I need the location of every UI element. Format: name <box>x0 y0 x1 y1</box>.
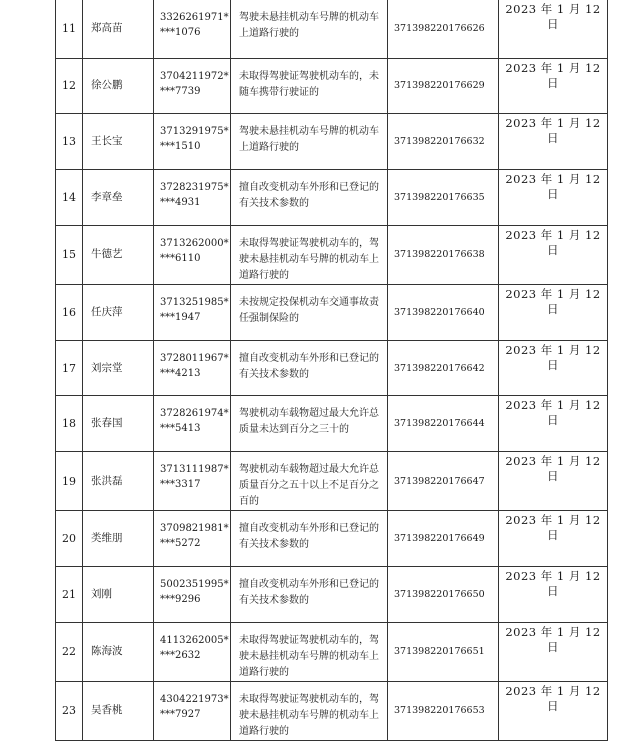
document-number: 371398220176629 <box>388 58 499 114</box>
violation-reason: 未取得驾驶证驾驶机动车的，驾驶未悬挂机动车号牌的机动车上道路行驶的 <box>231 225 388 284</box>
row-number: 13 <box>56 114 83 170</box>
document-number: 371398220176626 <box>388 0 499 58</box>
document-number: 371398220176638 <box>388 225 499 284</box>
violation-reason: 擅自改变机动车外形和已登记的有关技术参数的 <box>231 340 388 396</box>
person-name: 牛德艺 <box>83 225 154 284</box>
id-number-suffix: ***4213 <box>160 367 201 379</box>
id-number-prefix: 3728261974* <box>160 408 229 420</box>
person-name: 吴香桃 <box>83 681 154 740</box>
table-row <box>56 0 608 58</box>
document-number: 371398220176649 <box>388 511 499 567</box>
document-number: 371398220176651 <box>388 622 499 681</box>
row-number: 20 <box>56 511 83 567</box>
violation-reason: 驾驶未悬挂机动车号牌的机动车上道路行驶的 <box>231 0 388 58</box>
id-number-suffix: ***3317 <box>160 479 201 491</box>
table-row <box>56 284 608 340</box>
violation-reason: 擅自改变机动车外形和已登记的有关技术参数的 <box>231 170 388 226</box>
document-number: 371398220176653 <box>388 681 499 740</box>
id-number-prefix: 3713262000* <box>160 237 229 249</box>
decision-date: 2023 年 1 月 12 日 <box>499 170 608 226</box>
violation-reason: 未取得驾驶证驾驶机动车的，未随车携带行驶证的 <box>231 58 388 114</box>
violation-reason: 未取得驾驶证驾驶机动车的，驾驶未悬挂机动车号牌的机动车上道路行驶的 <box>231 681 388 740</box>
table-row <box>56 511 608 567</box>
violation-reason: 未按规定投保机动车交通事故责任强制保险的 <box>231 284 388 340</box>
document-number: 371398220176640 <box>388 284 499 340</box>
row-number: 19 <box>56 452 83 511</box>
id-number-suffix: ***5272 <box>160 538 201 550</box>
violation-reason: 驾驶机动车载物超过最大允许总质量百分之五十以上不足百分之百的 <box>231 452 388 511</box>
id-number-suffix: ***2632 <box>160 649 201 661</box>
id-number <box>154 0 231 58</box>
person-name: 徐公鹏 <box>83 58 154 114</box>
id-number-suffix: ***4931 <box>160 197 201 209</box>
document-number: 371398220176642 <box>388 340 499 396</box>
decision-date: 2023 年 1 月 12 日 <box>499 114 608 170</box>
person-name: 刘宗堂 <box>83 340 154 396</box>
row-number: 16 <box>56 284 83 340</box>
table-body <box>56 0 608 740</box>
violation-reason: 驾驶机动车载物超过最大允许总质量未达到百分之三十的 <box>231 396 388 452</box>
table-row <box>56 452 608 511</box>
id-number <box>154 622 231 681</box>
decision-date: 2023 年 1 月 12 日 <box>499 225 608 284</box>
person-name: 王长宝 <box>83 114 154 170</box>
id-number-prefix: 3728011967* <box>160 352 229 364</box>
row-number: 22 <box>56 622 83 681</box>
person-name: 类维朋 <box>83 511 154 567</box>
id-number <box>154 681 231 740</box>
violation-reason: 擅自改变机动车外形和已登记的有关技术参数的 <box>231 511 388 567</box>
table-row <box>56 340 608 396</box>
person-name: 陈海波 <box>83 622 154 681</box>
id-number <box>154 170 231 226</box>
violation-reason: 驾驶未悬挂机动车号牌的机动车上道路行驶的 <box>231 114 388 170</box>
id-number <box>154 225 231 284</box>
document-number: 371398220176647 <box>388 452 499 511</box>
table-row <box>56 567 608 623</box>
person-name: 任庆萍 <box>83 284 154 340</box>
id-number <box>154 114 231 170</box>
row-number: 21 <box>56 567 83 623</box>
penalty-record-table <box>55 0 608 741</box>
id-number-suffix: ***1076 <box>160 27 201 38</box>
person-name: 张春国 <box>83 396 154 452</box>
person-name: 李章垒 <box>83 170 154 226</box>
decision-date: 2023 年 1 月 12 日 <box>499 452 608 511</box>
id-number <box>154 340 231 396</box>
row-number: 11 <box>56 0 83 58</box>
decision-date: 2023 年 1 月 12 日 <box>499 511 608 567</box>
id-number-prefix: 3704211972* <box>160 70 229 82</box>
id-number <box>154 567 231 623</box>
decision-date: 2023 年 1 月 12 日 <box>499 0 608 58</box>
id-number-suffix: ***6110 <box>160 252 201 264</box>
id-number-prefix: 3709821981* <box>160 523 229 535</box>
id-number <box>154 452 231 511</box>
decision-date: 2023 年 1 月 12 日 <box>499 567 608 623</box>
table-row <box>56 396 608 452</box>
decision-date: 2023 年 1 月 12 日 <box>499 340 608 396</box>
id-number-prefix: 3713251985* <box>160 296 229 308</box>
row-number: 12 <box>56 58 83 114</box>
row-number: 23 <box>56 681 83 740</box>
table-row <box>56 114 608 170</box>
document-number: 371398220176632 <box>388 114 499 170</box>
id-number-suffix: ***7927 <box>160 708 201 720</box>
id-number-suffix: ***7739 <box>160 85 201 97</box>
decision-date: 2023 年 1 月 12 日 <box>499 396 608 452</box>
decision-date: 2023 年 1 月 12 日 <box>499 622 608 681</box>
row-number: 14 <box>56 170 83 226</box>
violation-reason: 未取得驾驶证驾驶机动车的，驾驶未悬挂机动车号牌的机动车上道路行驶的 <box>231 622 388 681</box>
row-number: 15 <box>56 225 83 284</box>
id-number <box>154 58 231 114</box>
person-name: 张洪磊 <box>83 452 154 511</box>
id-number-prefix: 5002351995* <box>160 579 229 591</box>
document-number: 371398220176650 <box>388 567 499 623</box>
table-row <box>56 225 608 284</box>
id-number-prefix: 4113262005* <box>160 634 229 646</box>
violation-reason: 擅自改变机动车外形和已登记的有关技术参数的 <box>231 567 388 623</box>
id-number-suffix: ***5413 <box>160 423 201 435</box>
document-number: 371398220176635 <box>388 170 499 226</box>
id-number-prefix: 4304221973* <box>160 693 229 705</box>
id-number <box>154 396 231 452</box>
row-number: 18 <box>56 396 83 452</box>
id-number-suffix: ***9296 <box>160 594 201 606</box>
id-number-prefix: 3326261971* <box>160 12 229 23</box>
table-row <box>56 681 608 740</box>
id-number-suffix: ***1947 <box>160 311 201 323</box>
decision-date: 2023 年 1 月 12 日 <box>499 681 608 740</box>
table-row <box>56 170 608 226</box>
decision-date: 2023 年 1 月 12 日 <box>499 58 608 114</box>
id-number <box>154 284 231 340</box>
document-number: 371398220176644 <box>388 396 499 452</box>
row-number: 17 <box>56 340 83 396</box>
id-number-prefix: 3713291975* <box>160 126 229 138</box>
id-number-prefix: 3728231975* <box>160 182 229 194</box>
id-number-suffix: ***1510 <box>160 141 201 153</box>
person-name: 刘刚 <box>83 567 154 623</box>
table-row <box>56 58 608 114</box>
id-number-prefix: 3713111987* <box>160 464 229 476</box>
id-number <box>154 511 231 567</box>
person-name: 郑高苗 <box>83 0 154 58</box>
table-row <box>56 622 608 681</box>
decision-date: 2023 年 1 月 12 日 <box>499 284 608 340</box>
